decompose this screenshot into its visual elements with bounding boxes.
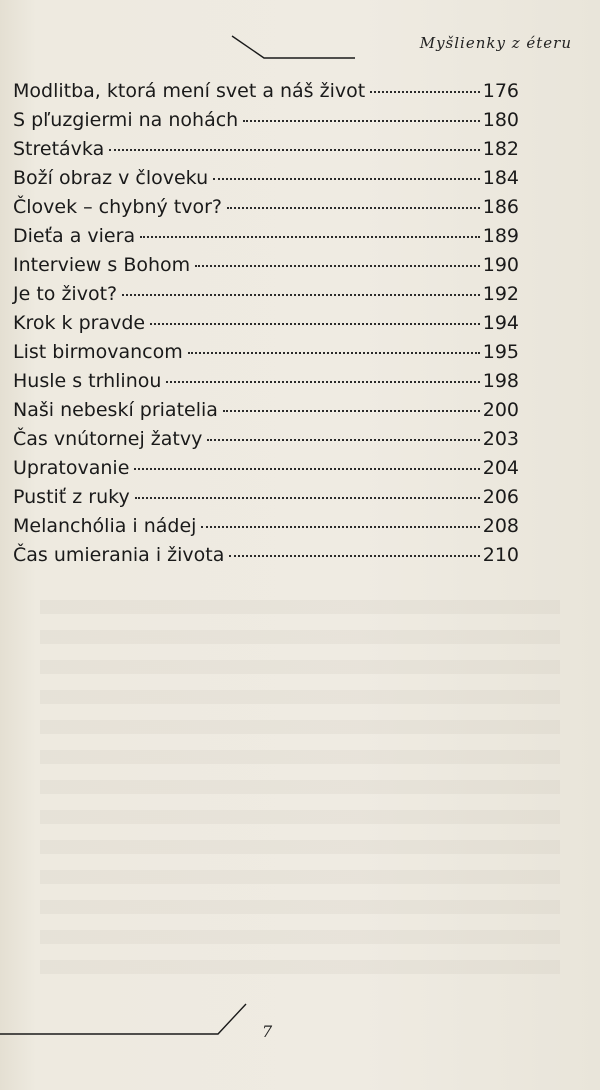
toc-entry: [13, 515, 519, 544]
toc-dot-leader: [227, 207, 480, 209]
toc-entry: [13, 486, 519, 515]
toc-entry-title: Krok k pravde: [13, 312, 146, 334]
toc-entry-page: 192: [482, 283, 519, 305]
toc-dot-leader: [229, 555, 479, 557]
toc-entry: [13, 196, 519, 225]
page-number: 7: [262, 1022, 273, 1041]
toc-dot-leader: [370, 91, 480, 93]
toc-dot-leader: [201, 526, 479, 528]
table-of-contents: [13, 80, 519, 573]
toc-entry-page: 195: [482, 341, 519, 363]
toc-entry-title: Upratovanie: [13, 457, 130, 479]
toc-dot-leader: [213, 178, 480, 180]
toc-dot-leader: [150, 323, 480, 325]
toc-entry-title: Husle s trhlinou: [13, 370, 162, 392]
toc-entry-title: Melanchólia i nádej: [13, 515, 197, 537]
footer-rule: [0, 990, 600, 1040]
toc-entry: [13, 544, 519, 573]
toc-entry-title: Dieťa a viera: [13, 225, 136, 247]
toc-entry-page: 182: [482, 138, 519, 160]
toc-entry-page: 194: [482, 312, 519, 334]
toc-dot-leader: [207, 439, 479, 441]
toc-dot-leader: [188, 352, 480, 354]
toc-entry-page: 210: [482, 544, 519, 566]
toc-entry-title: Naši nebeskí priatelia: [13, 399, 218, 421]
toc-dot-leader: [122, 294, 480, 296]
toc-entry-page: 186: [482, 196, 519, 218]
toc-dot-leader: [223, 410, 480, 412]
toc-entry-title: Pustiť z ruky: [13, 486, 130, 508]
toc-dot-leader: [243, 120, 480, 122]
toc-entry-title: Čas vnútornej žatvy: [13, 428, 203, 450]
toc-entry-title: Je to život?: [13, 283, 118, 305]
toc-dot-leader: [134, 468, 479, 470]
toc-entry-title: Človek – chybný tvor?: [13, 196, 223, 218]
toc-entry-title: Modlitba, ktorá mení svet a náš život: [13, 80, 366, 102]
toc-entry: [13, 225, 519, 254]
toc-entry-title: S pľuzgiermi na nohách: [13, 109, 239, 131]
toc-entry: [13, 254, 519, 283]
toc-entry: [13, 283, 519, 312]
toc-entry-page: 204: [482, 457, 519, 479]
toc-entry-page: 200: [482, 399, 519, 421]
toc-entry-page: 190: [482, 254, 519, 276]
toc-entry: [13, 80, 519, 109]
toc-entry: [13, 370, 519, 399]
toc-entry: [13, 167, 519, 196]
toc-entry: [13, 138, 519, 167]
toc-dot-leader: [166, 381, 479, 383]
toc-entry: [13, 341, 519, 370]
toc-entry: [13, 109, 519, 138]
toc-entry-title: Stretávka: [13, 138, 105, 160]
running-head: Myšlienky z éteru: [419, 34, 572, 52]
toc-dot-leader: [195, 265, 480, 267]
toc-entry-page: 189: [482, 225, 519, 247]
toc-entry-page: 176: [482, 80, 519, 102]
toc-entry: [13, 457, 519, 486]
toc-entry: [13, 312, 519, 341]
toc-entry-title: Interview s Bohom: [13, 254, 191, 276]
toc-entry-page: 198: [482, 370, 519, 392]
toc-entry-title: List birmovancom: [13, 341, 183, 363]
toc-dot-leader: [140, 236, 480, 238]
toc-entry-page: 180: [482, 109, 519, 131]
toc-entry-title: Boží obraz v človeku: [13, 167, 209, 189]
toc-entry: [13, 399, 519, 428]
toc-dot-leader: [135, 497, 480, 499]
show-through-text: [40, 600, 560, 980]
toc-entry-page: 206: [482, 486, 519, 508]
toc-entry-title: Čas umierania i života: [13, 544, 225, 566]
toc-entry-page: 184: [482, 167, 519, 189]
toc-entry: [13, 428, 519, 457]
toc-dot-leader: [109, 149, 479, 151]
toc-entry-page: 203: [482, 428, 519, 450]
toc-entry-page: 208: [482, 515, 519, 537]
